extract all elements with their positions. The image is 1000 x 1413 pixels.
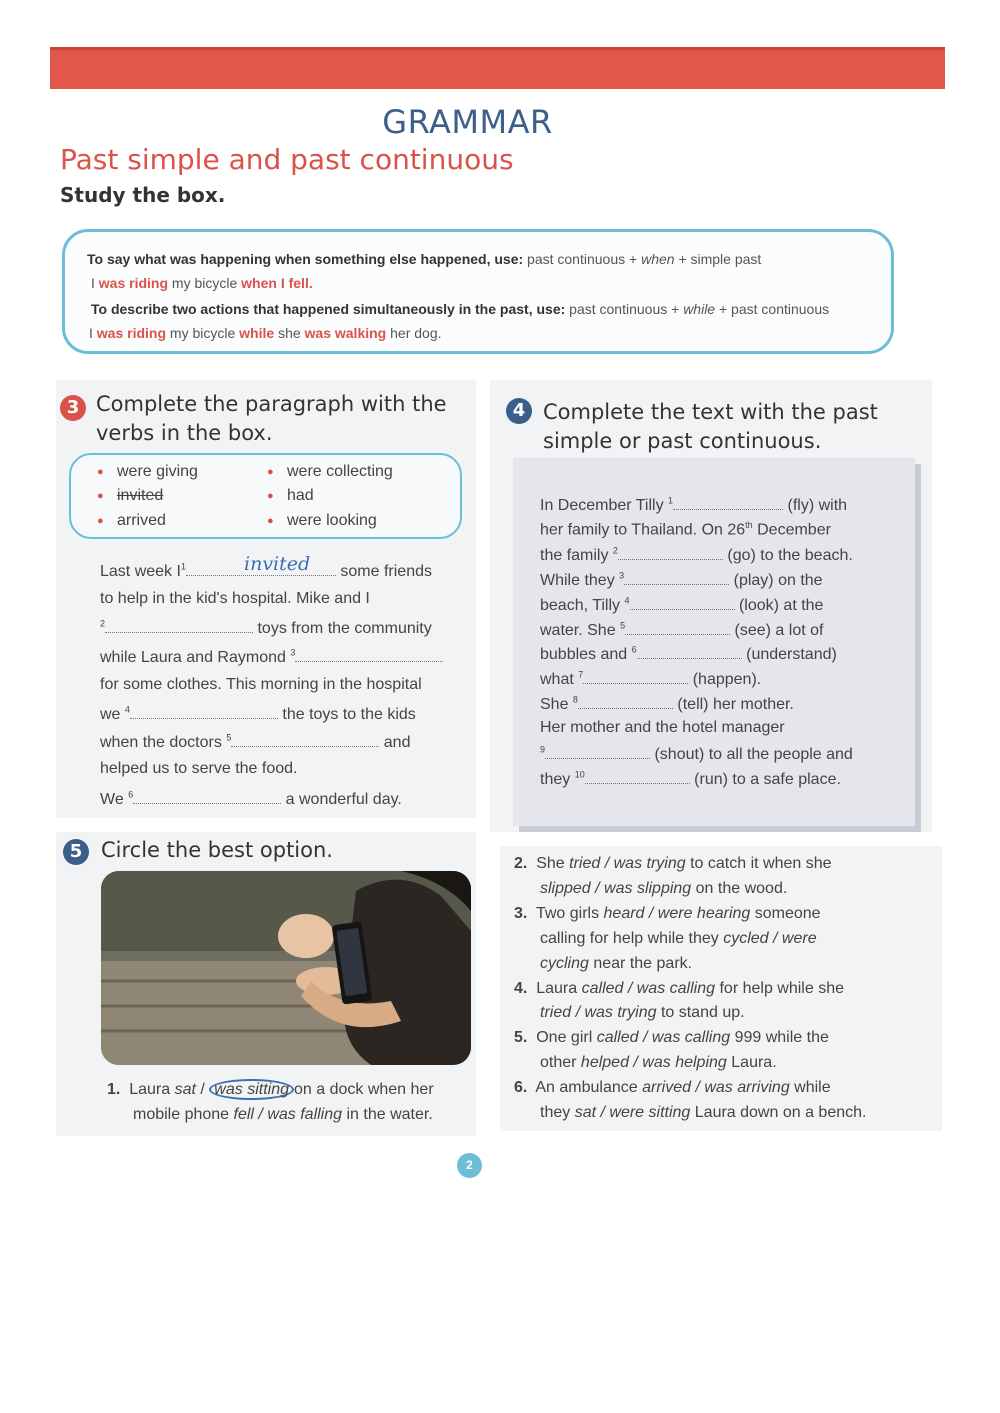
exercise-3-number: 3 bbox=[60, 395, 86, 421]
top-color-bar bbox=[50, 47, 945, 89]
word-item: ● were collecting bbox=[287, 463, 393, 481]
circled-answer[interactable]: was sitting bbox=[209, 1079, 294, 1100]
blank-4-3[interactable] bbox=[624, 570, 729, 585]
blank-4-4[interactable] bbox=[630, 595, 735, 610]
word-item: ● were giving bbox=[117, 463, 198, 481]
blank-4-8[interactable] bbox=[578, 694, 673, 709]
question-1: 1. Laura sat / was sitting on a dock when her bbox=[107, 1081, 434, 1098]
blank-4-6[interactable] bbox=[637, 644, 742, 659]
ex3-line-5: for some clothes. This morning in the hospital bbox=[100, 676, 422, 693]
ex4-line-10: Her mother and the hotel manager bbox=[540, 719, 785, 736]
ex3-line-4: while Laura and Raymond $^3$ bbox=[100, 647, 443, 667]
question-5-cont: other helped / was helping Laura. bbox=[540, 1054, 777, 1071]
exercise-5-number: 5 bbox=[63, 839, 89, 865]
question-2: 2. She tried / was trying to catch it when she bbox=[514, 855, 832, 872]
ex3-line-9: We $^6$ a wonderful day. bbox=[100, 789, 402, 808]
exercise-4-number: 4 bbox=[506, 398, 532, 424]
photo-illustration bbox=[101, 871, 471, 1065]
question-1-cont: mobile phone fell / was falling in the water. bbox=[133, 1106, 433, 1123]
question-4: 4. Laura called / was calling for help while she bbox=[514, 980, 844, 997]
ex3-line-3: $^2$ toys from the community bbox=[100, 618, 432, 637]
word-item: ● had bbox=[287, 487, 314, 505]
word-item-used: ● invited bbox=[117, 487, 163, 505]
ex4-line-11: $^9$ (shout) to all the people and bbox=[540, 744, 853, 763]
ex4-line-3: the family $^2$ (go) to the beach. bbox=[540, 545, 853, 564]
rule-while-example: I was riding my bicycle while she was walking her dog. bbox=[89, 325, 442, 341]
blank-4-1[interactable] bbox=[673, 495, 783, 510]
handwritten-answer-1: invited bbox=[244, 553, 311, 575]
exercise-5-title: Circle the best option. bbox=[101, 838, 333, 862]
word-item: ● were looking bbox=[287, 512, 377, 530]
blank-5[interactable] bbox=[231, 732, 379, 747]
exercise-3-title: Complete the paragraph with the verbs in the box. bbox=[96, 392, 447, 445]
question-4-cont: tried / was trying to stand up. bbox=[540, 1004, 745, 1021]
blank-4-7[interactable] bbox=[583, 669, 688, 684]
ex3-line-2: to help in the kid's hospital. Mike and I bbox=[100, 590, 370, 607]
ex4-line-12: they $^{10}$ (run) to a safe place. bbox=[540, 769, 841, 788]
word-item: ● arrived bbox=[117, 512, 166, 530]
ex4-line-5: beach, Tilly $^4$ (look) at the bbox=[540, 595, 824, 614]
ex3-line-8: helped us to serve the food. bbox=[100, 760, 298, 777]
grammar-rule-box bbox=[62, 229, 894, 354]
page-title: GRAMMAR bbox=[382, 103, 553, 141]
blank-4-10[interactable] bbox=[585, 769, 690, 784]
ex4-line-8: what $^7$ (happen). bbox=[540, 669, 762, 688]
rule-while: To describe two actions that happened simultaneously in the past, use: past continuous + while + past continuous bbox=[91, 301, 830, 317]
question-6-cont: they sat / were sitting Laura down on a bench. bbox=[540, 1104, 867, 1121]
blank-4-9[interactable] bbox=[545, 744, 650, 759]
page-number: 2 bbox=[457, 1153, 482, 1178]
question-5: 5. One girl called / was calling 999 while the bbox=[514, 1029, 829, 1046]
ex4-line-1: In December Tilly $^1$ (fly) with bbox=[540, 495, 848, 514]
ex4-line-7: bubbles and $^6$ (understand) bbox=[540, 644, 837, 663]
ex4-line-9: She $^8$ (tell) her mother. bbox=[540, 694, 794, 713]
blank-3[interactable] bbox=[295, 647, 443, 662]
study-instruction: Study the box. bbox=[60, 183, 226, 207]
exercise-4-title: Complete the text with the past simple or past continuous. bbox=[543, 400, 878, 453]
ex4-line-4: While they $^3$ (play) on the bbox=[540, 570, 823, 589]
blank-4-2[interactable] bbox=[618, 545, 723, 560]
rule-when: To say what was happening when something else happened, use: past continuous + when + simple past bbox=[87, 251, 762, 267]
blank-4[interactable] bbox=[130, 704, 278, 719]
question-6: 6. An ambulance arrived / was arriving while bbox=[514, 1079, 831, 1096]
question-3-cont-2: cycling near the park. bbox=[540, 955, 693, 972]
ex4-line-2: her family to Thailand. On 26th December bbox=[540, 520, 831, 539]
blank-6[interactable] bbox=[133, 789, 281, 804]
blank-2[interactable] bbox=[105, 618, 253, 633]
ex3-line-6: we $^4$ the toys to the kids bbox=[100, 704, 416, 723]
word-box bbox=[69, 453, 462, 539]
question-2-cont: slipped / was slipping on the wood. bbox=[540, 880, 788, 897]
question-3: 3. Two girls heard / were hearing someone bbox=[514, 905, 821, 922]
question-3-cont: calling for help while they cycled / were bbox=[540, 930, 817, 947]
section-subtitle: Past simple and past continuous bbox=[60, 143, 514, 176]
blank-4-5[interactable] bbox=[625, 620, 730, 635]
ex3-line-7: when the doctors $^5$ and bbox=[100, 732, 411, 751]
photo-woman-on-dock bbox=[101, 871, 471, 1065]
ex4-line-6: water. She $^5$ (see) a lot of bbox=[540, 620, 824, 639]
ex3-line-1: Last week $I^1$ some friends bbox=[100, 561, 432, 580]
rule-when-example: I was riding my bicycle when I fell. bbox=[91, 275, 313, 291]
